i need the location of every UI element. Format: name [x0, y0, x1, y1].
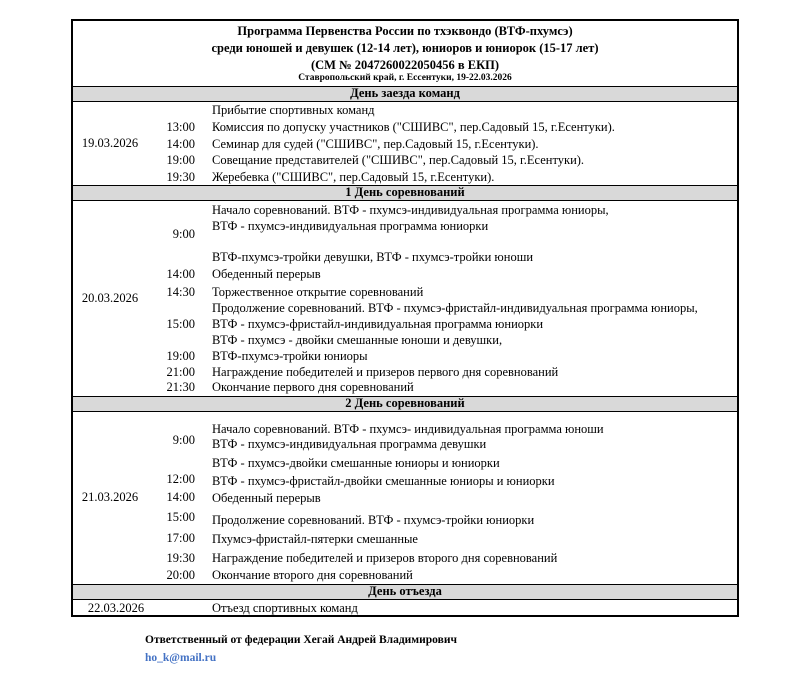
day1-event-line: ВТФ - пхумсэ-индивидуальная программа юниорки [212, 219, 489, 233]
day2-time: 19:30 [166, 551, 195, 565]
day1-event-line: ВТФ - пхумсэ-фристайл-индивидуальная программа юниорки [212, 317, 544, 331]
day2-event-line: Награждение победителей и призеров второго дня соревнований [212, 551, 558, 565]
arrival-time: 13:00 [166, 120, 195, 134]
day1-time: 15:00 [166, 317, 195, 331]
departure-date: 22.03.2026 [87, 601, 145, 615]
contact-email-link[interactable]: ho_k@mail.ru [145, 652, 217, 664]
day2-event-line: Продолжение соревнований. ВТФ - пхумсэ-тройки юниорки [212, 513, 535, 527]
day2-time: 12:00 [166, 472, 195, 486]
title-line-2: среди юношей и девушек (12-14 лет), юниоров и юниорок (15-17 лет) [211, 41, 599, 55]
day2-time: 20:00 [166, 568, 195, 582]
day1-time: 21:30 [166, 380, 195, 394]
location-dates: Ставропольский край, г. Ессентуки, 19-22.03.2026 [298, 73, 512, 83]
arrival-event: Семинар для судей ("СШИВС", пер.Садовый 15, г.Есентуки). [212, 137, 539, 151]
day1-event-line: Обеденный перерыв [212, 267, 321, 281]
day1-event-line: Окончание первого дня соревнований [212, 380, 414, 394]
day2-event-line: Обеденный перерыв [212, 491, 321, 505]
arrival-date: 19.03.2026 [81, 136, 139, 150]
day1-time: 9:00 [172, 227, 195, 241]
departure-event: Отъезд спортивных команд [212, 601, 358, 615]
day2-date: 21.03.2026 [81, 490, 139, 504]
arrival-event: Жеребевка ("СШИВС", пер.Садовый 15, г.Есентуки). [212, 170, 495, 184]
day2-time: 14:00 [166, 490, 195, 504]
day2-event-line: Окончание второго дня соревнований [212, 568, 413, 582]
day2-event-line: ВТФ - пхумсэ-индивидуальная программа девушки [212, 437, 487, 451]
day1-event-line: ВТФ-пхумсэ-тройки юниоры [212, 349, 368, 363]
day2-time: 9:00 [172, 433, 195, 447]
section-day1-title: 1 День соревнований [73, 185, 737, 201]
day2-event-line: ВТФ - пхумсэ-двойки смешанные юниоры и юниорки [212, 456, 500, 470]
day1-event-line: Торжественное открытие соревнований [212, 285, 424, 299]
section-arrival-title: День заезда команд [73, 86, 737, 102]
day2-event-line: Начало соревнований. ВТФ - пхумсэ- индивидуальная программа юноши [212, 422, 604, 436]
arrival-event: Прибытие спортивных команд [212, 103, 375, 117]
arrival-time: 14:00 [166, 137, 195, 151]
day1-event-line: Продолжение соревнований. ВТФ - пхумсэ-фристайл-индивидуальная программа юниоры, [212, 301, 698, 315]
day1-time: 19:00 [166, 349, 195, 363]
responsible-person: Ответственный от федерации Хегай Андрей Владимирович [145, 634, 457, 646]
schedule-table [71, 19, 739, 617]
day1-time: 14:30 [166, 285, 195, 299]
day1-time: 21:00 [166, 365, 195, 379]
day1-time: 14:00 [166, 267, 195, 281]
day1-event-line: ВТФ-пхумсэ-тройки девушки, ВТФ - пхумсэ-тройки юноши [212, 250, 534, 264]
title-line-3: (СМ № 2047260022050456 в ЕКП) [310, 58, 500, 72]
day1-event-line: ВТФ - пхумсэ - двойки смешанные юноши и девушки, [212, 333, 503, 347]
day2-event-line: ВТФ - пхумсэ-фристайл-двойки смешанные юниоры и юниорки [212, 474, 555, 488]
arrival-event: Комиссия по допуску участников ("СШИВС", пер.Садовый 15, г.Есентуки). [212, 120, 615, 134]
arrival-time: 19:30 [166, 170, 195, 184]
section-day2-title: 2 День соревнований [73, 396, 737, 412]
day2-event-line: Пхумсэ-фристайл-пятерки смешанные [212, 532, 418, 546]
day1-event-line: Награждение победителей и призеров первого дня соревнований [212, 365, 559, 379]
arrival-event: Совещание представителей ("СШИВС", пер.Садовый 15, г.Есентуки). [212, 153, 585, 167]
day2-time: 17:00 [166, 531, 195, 545]
arrival-time: 19:00 [166, 153, 195, 167]
section-departure-title: День отъезда [73, 584, 737, 600]
title-line-1: Программа Первенства России по тхэквондо (ВТФ-пхумсэ) [237, 24, 573, 38]
day2-time: 15:00 [166, 510, 195, 524]
day1-date: 20.03.2026 [81, 291, 139, 305]
day1-event-line: Начало соревнований. ВТФ - пхумсэ-индивидуальная программа юниоры, [212, 203, 609, 217]
